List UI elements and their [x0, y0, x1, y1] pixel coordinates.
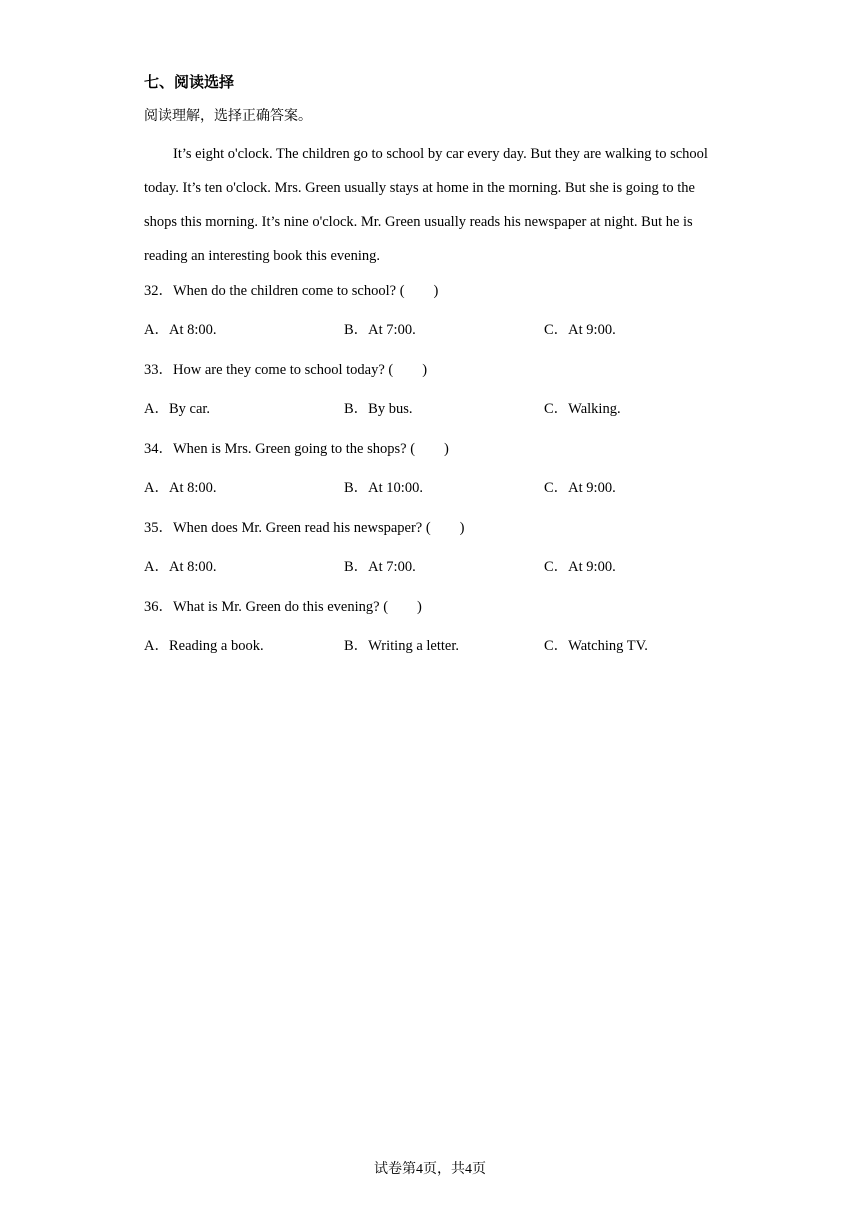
question-33: 33．How are they come to school today? ( ): [144, 362, 428, 378]
option-b: B．At 10:00.: [344, 480, 423, 496]
section-title: 七、阅读选择: [144, 73, 235, 91]
option-a: A．At 8:00.: [144, 322, 217, 338]
option-b: B．At 7:00.: [344, 322, 416, 338]
option-b: B．By bus.: [344, 401, 413, 417]
option-b: B．At 7:00.: [344, 559, 416, 575]
option-a: A．By car.: [144, 401, 211, 417]
options-32: [144, 320, 724, 340]
options-36: [144, 636, 724, 656]
option-c: C．Watching TV.: [544, 638, 648, 654]
question-34: 34．When is Mrs. Green going to the shops? ( ): [144, 441, 449, 457]
option-c: C．At 9:00.: [544, 559, 616, 575]
option-a: A．Reading a book.: [144, 638, 264, 654]
option-a: A．At 8:00.: [144, 559, 217, 575]
option-c: C．Walking.: [544, 401, 621, 417]
option-b: B．Writing a letter.: [344, 638, 459, 654]
option-a: A．At 8:00.: [144, 480, 217, 496]
option-c: C．At 9:00.: [544, 480, 616, 496]
options-35: [144, 557, 724, 577]
options-33: [144, 399, 724, 419]
reading-passage: It’s eight o'clock. The children go to school by car every day. But they are walking to school today. It’s ten o'clock. Mrs. Green usually stays at home in the morning. But she is going to the shops this morning. It’s nine o'clock. Mr. Green usually reads his newspaper at night. But he is reading an interesting book this evening.: [144, 146, 708, 264]
instructions: 阅读理解，选择正确答案。: [144, 108, 312, 124]
option-c: C．At 9:00.: [544, 322, 616, 338]
options-34: [144, 478, 724, 498]
page-footer: 试卷第4页，共4页: [374, 1162, 486, 1177]
question-35: 35．When does Mr. Green read his newspaper? ( ): [144, 520, 465, 536]
question-32: 32．When do the children come to school? ( ): [144, 283, 439, 299]
question-36: 36．What is Mr. Green do this evening? ( ): [144, 599, 422, 615]
